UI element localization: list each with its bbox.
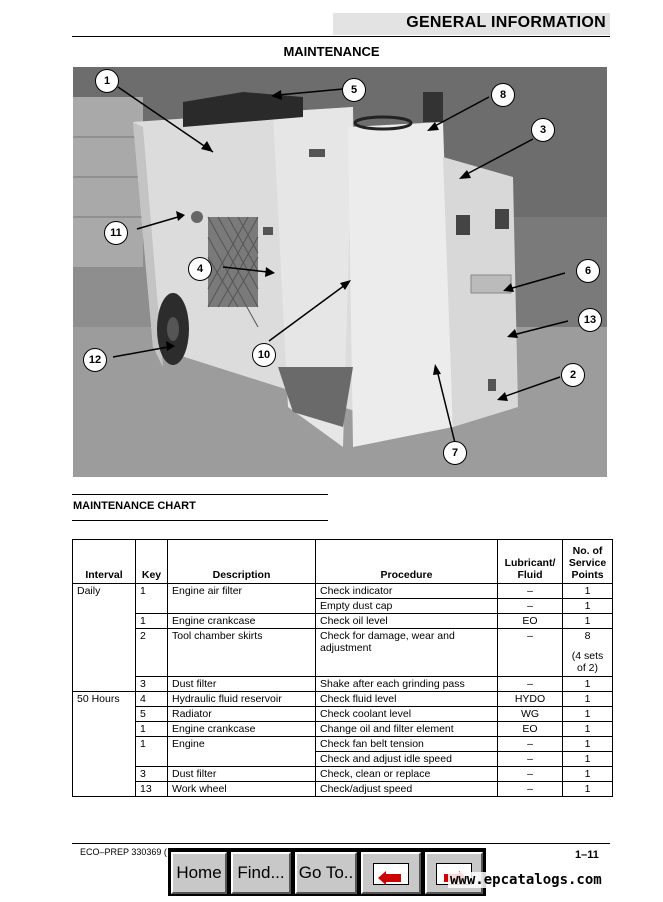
cell-key: 1 [136,737,168,752]
callout-8: 8 [491,83,515,107]
cell-interval [73,614,136,629]
table-row [73,584,613,599]
arrow-left-icon [373,863,409,885]
machine-photo [73,67,607,477]
callout-1: 1 [95,69,119,93]
cell-description: Hydraulic fluid reservoir [168,692,316,707]
cell-key: 2 [136,629,168,677]
cell-procedure: Shake after each grinding pass [316,677,498,692]
table-row [73,677,613,692]
cell-interval [73,629,136,677]
cell-interval: Daily [73,584,136,599]
cell-points: 1 [563,584,613,599]
cell-points: 1 [563,737,613,752]
cell-fluid: WG [498,707,563,722]
cell-interval [73,767,136,782]
callout-2: 2 [561,363,585,387]
cell-key: 1 [136,584,168,599]
cell-procedure: Check oil level [316,614,498,629]
cell-fluid: – [498,629,563,677]
cell-description: Engine crankcase [168,614,316,629]
table-header-row [73,540,613,584]
col-procedure: Procedure [316,540,498,584]
cell-key [136,752,168,767]
table-row [73,707,613,722]
callout-12: 12 [83,348,107,372]
cell-interval [73,707,136,722]
cell-description [168,599,316,614]
cell-points: 1 [563,752,613,767]
table-row [73,629,613,677]
cell-points: 1 [563,722,613,737]
cell-interval [73,677,136,692]
cell-procedure: Check fan belt tension [316,737,498,752]
col-service-points: No. of Service Points [563,540,613,584]
cell-fluid: – [498,584,563,599]
page-number: 1–11 [575,849,599,861]
cell-procedure: Check and adjust idle speed [316,752,498,767]
go-to-button[interactable]: Go To.. [295,852,357,894]
cell-key: 3 [136,677,168,692]
callout-7: 7 [443,441,467,465]
callout-4: 4 [188,257,212,281]
col-interval: Interval [73,540,136,584]
cell-description: Dust filter [168,767,316,782]
table-row [73,767,613,782]
home-button[interactable]: Home [171,852,227,894]
cell-procedure: Check/adjust speed [316,782,498,797]
cell-procedure: Change oil and filter element [316,722,498,737]
cell-procedure: Check indicator [316,584,498,599]
cell-fluid: EO [498,722,563,737]
table-row [73,722,613,737]
cell-fluid: – [498,737,563,752]
cell-points: 1 [563,767,613,782]
page-header-title: GENERAL INFORMATION [406,14,606,31]
cell-interval [73,722,136,737]
table-row [73,692,613,707]
find-button[interactable]: Find... [231,852,291,894]
cell-description: Engine crankcase [168,722,316,737]
cell-fluid: – [498,599,563,614]
cell-key: 4 [136,692,168,707]
cell-description: Tool chamber skirts [168,629,316,677]
callout-6: 6 [576,259,600,283]
chart-rule-bottom [72,520,328,521]
cell-description: Engine [168,737,316,752]
previous-page-button[interactable] [361,852,421,894]
cell-key: 1 [136,614,168,629]
cell-interval: 50 Hours [73,692,136,707]
table-row [73,599,613,614]
cell-fluid: – [498,752,563,767]
cell-description: Engine air filter [168,584,316,599]
col-key: Key [136,540,168,584]
table-row [73,737,613,752]
footer-doc-id: ECO–PREP 330369 ( [80,847,167,857]
cell-fluid: EO [498,614,563,629]
cell-key: 5 [136,707,168,722]
cell-fluid: – [498,767,563,782]
cell-points: 1 [563,614,613,629]
cell-points: 1 [563,677,613,692]
chart-rule-top [72,494,328,495]
table-row [73,782,613,797]
callout-11: 11 [104,221,128,245]
table-row [73,614,613,629]
cell-fluid: – [498,677,563,692]
callout-5: 5 [342,78,366,102]
cell-procedure: Empty dust cap [316,599,498,614]
cell-description: Work wheel [168,782,316,797]
cell-key: 3 [136,767,168,782]
cell-description: Dust filter [168,677,316,692]
points-note: (4 sets of 2) [571,650,604,674]
cell-procedure: Check for damage, wear and adjustment [316,629,498,677]
cell-procedure: Check, clean or replace [316,767,498,782]
cell-interval [73,599,136,614]
cell-key: 1 [136,722,168,737]
col-description: Description [168,540,316,584]
cell-points: 1 [563,707,613,722]
cell-points: 1 [563,692,613,707]
cell-fluid: HYDO [498,692,563,707]
footer-rule [72,843,610,844]
cell-interval [73,782,136,797]
cell-description [168,752,316,767]
machine-illustration [73,67,607,477]
header-rule [72,36,610,37]
cell-key: 13 [136,782,168,797]
cell-points: 1 [563,782,613,797]
callout-10: 10 [252,343,276,367]
col-lubricant: Lubricant/ Fluid [498,540,563,584]
callout-3: 3 [531,118,555,142]
cell-procedure: Check fluid level [316,692,498,707]
cell-interval [73,752,136,767]
section-title: MAINTENANCE [283,44,380,59]
cell-procedure: Check coolant level [316,707,498,722]
cell-fluid: – [498,782,563,797]
table-row [73,752,613,767]
maintenance-chart-label: MAINTENANCE CHART [73,500,196,512]
watermark: www.epcatalogs.com [450,872,602,888]
callout-13: 13 [578,308,602,332]
cell-interval [73,737,136,752]
cell-description: Radiator [168,707,316,722]
maintenance-table [72,539,613,797]
cell-points: 1 [563,599,613,614]
cell-key [136,599,168,614]
cell-points: 8 (4 sets of 2) [563,629,613,677]
